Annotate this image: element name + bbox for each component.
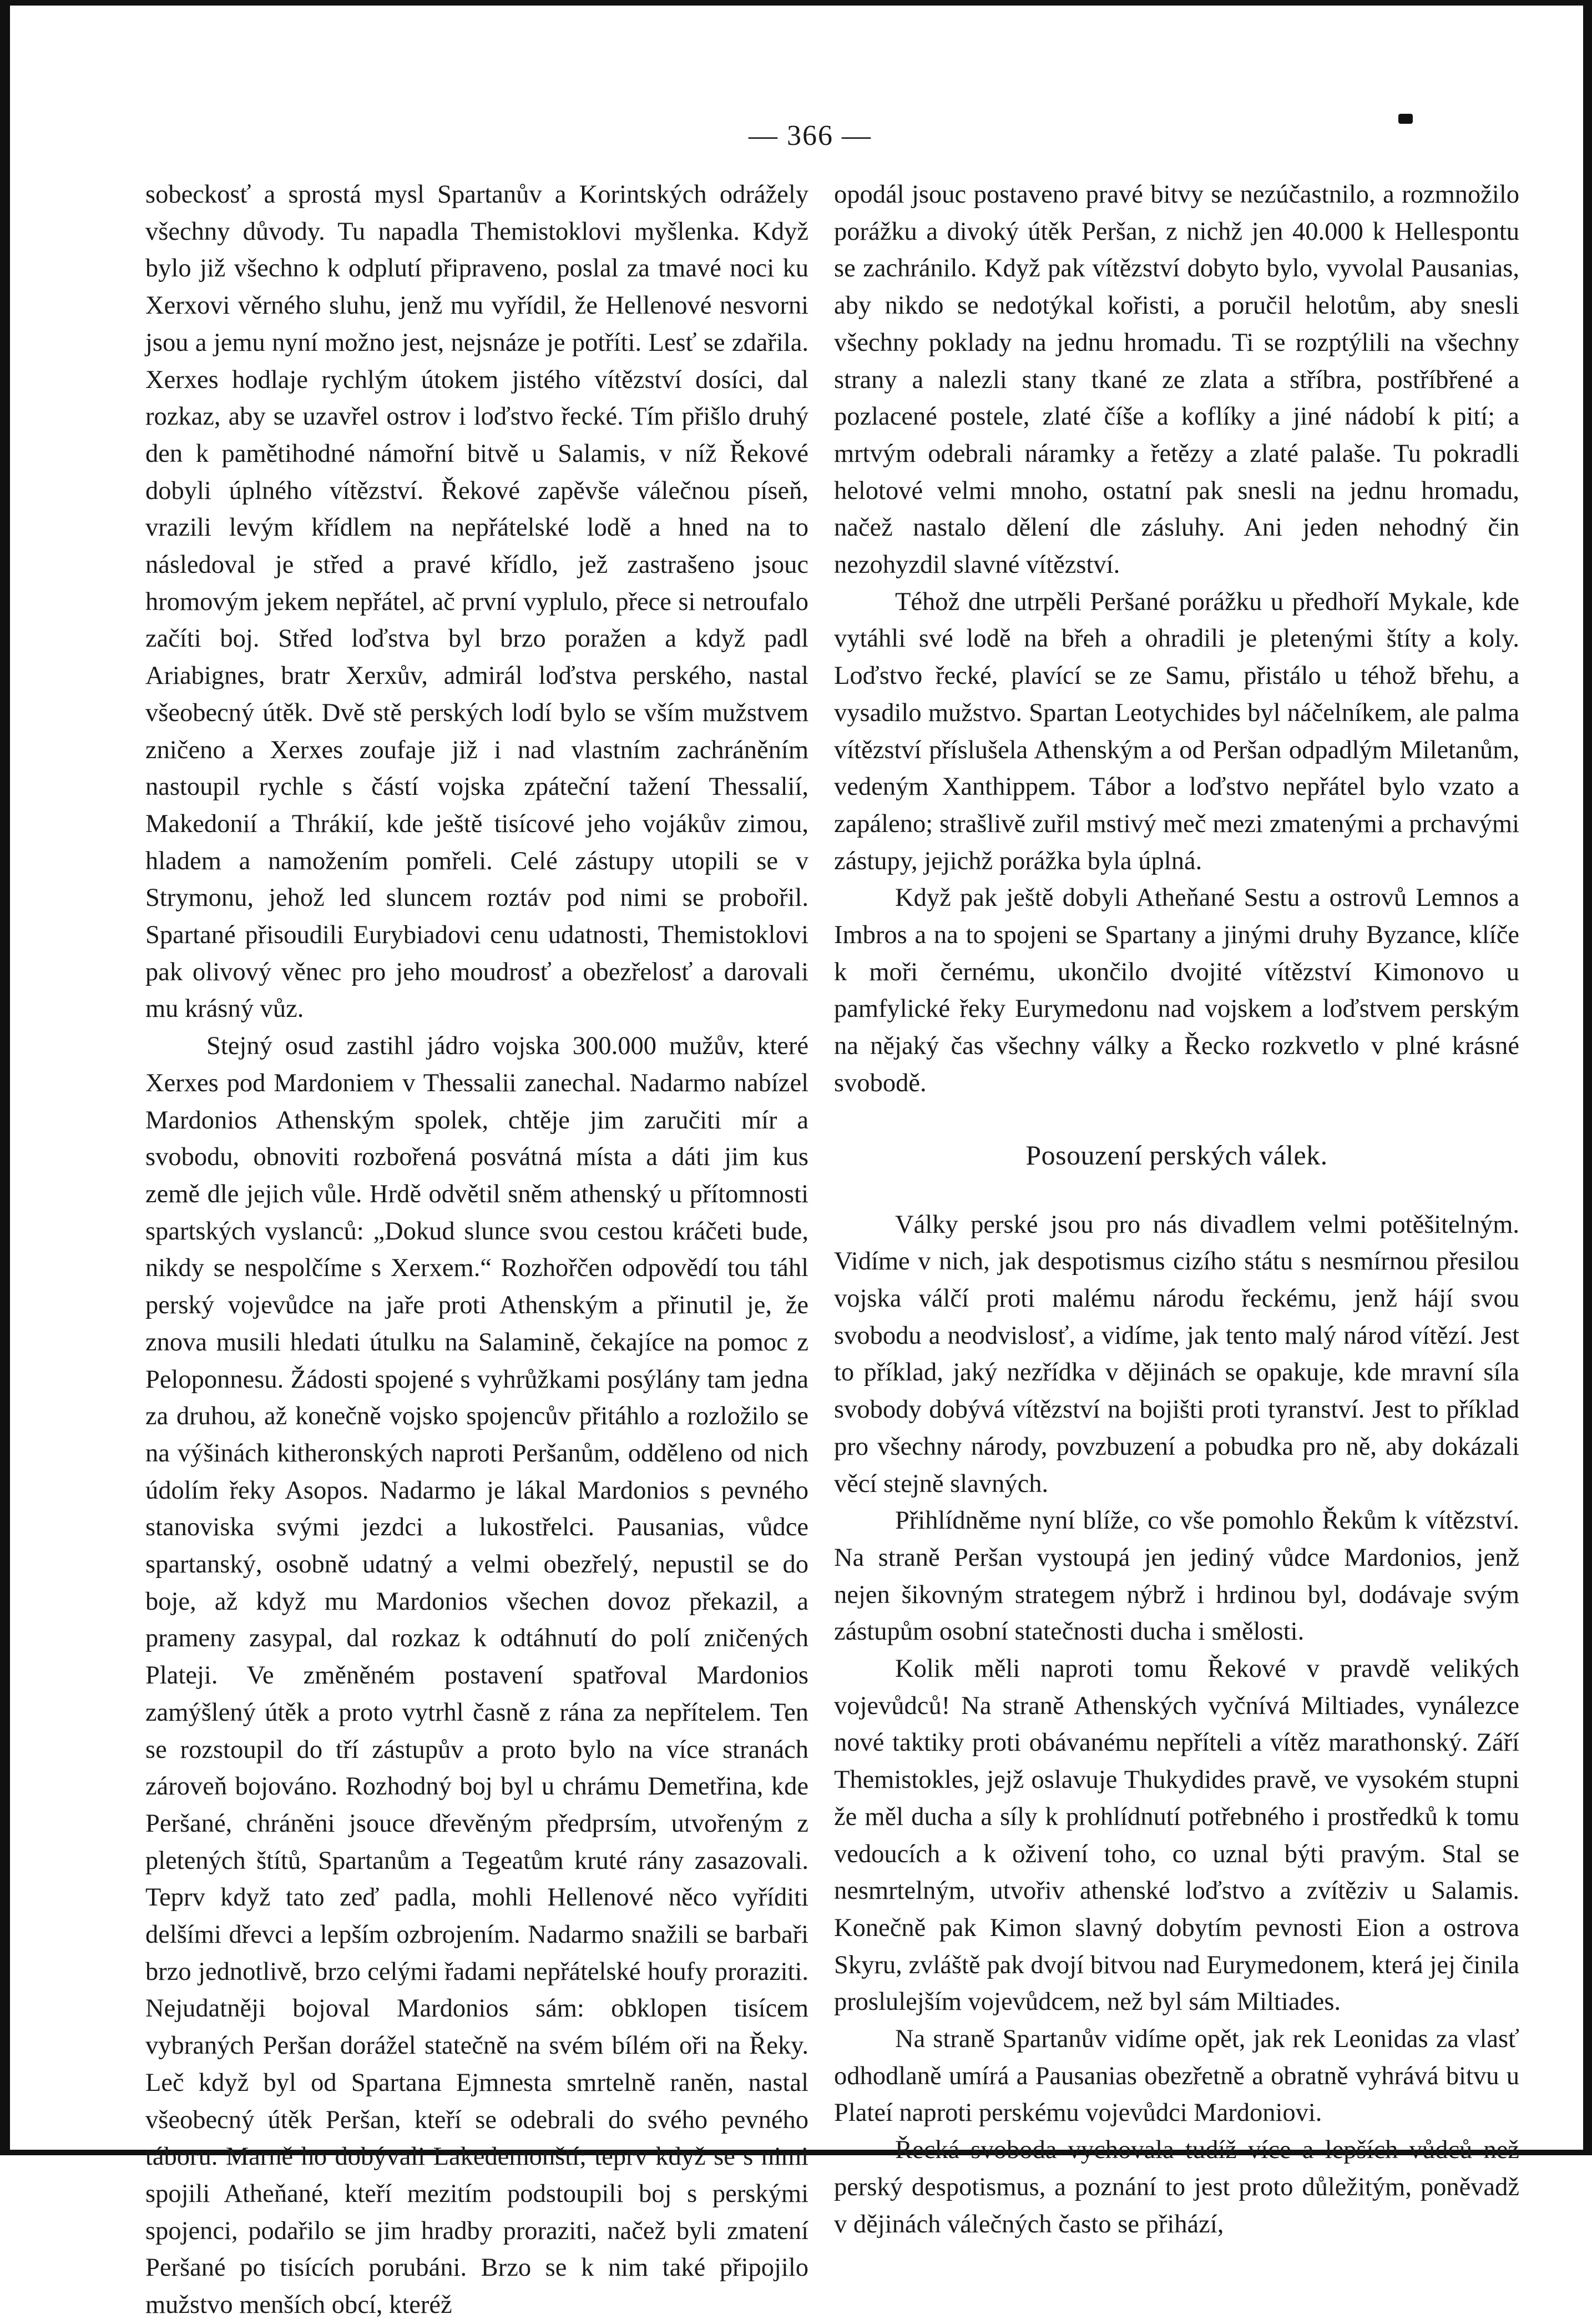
page-number: — 366 — <box>749 120 872 152</box>
scan-border-right <box>1583 0 1592 2155</box>
scan-corner-mark <box>1398 114 1413 124</box>
right-paragraph-8: Řecká svoboda vychovala tudíž více a lepších vůdců než perský despotismus, a poznání to jest proto důležitým, poněvadž v dějinách válečných často se přihází, <box>834 2136 1519 2239</box>
right-column <box>834 177 1519 2243</box>
right-paragraph-7: Na straně Spartanův vidíme opět, jak rek Leonidas za vlasť odhodlaně umírá a Pausanias obezřetně a obratně vyhrává bitvu u Plateí naproti perskému vojevůdci Mardoniovi. <box>834 2025 1519 2128</box>
left-paragraph-2: Stejný osud zastihl jádro vojska 300.000 mužův, které Xerxes pod Mardoniem v Thessalii zanechal. Nadarmo nabízel Mardonios Athenským spolek, chtěje jim zaručiti mír a svobodu, obnoviti rozbořená posvátná místa a dáti jim kus země dle jejich vůle. Hrdě odvětil sněm athenský u přítomnosti spartských vyslanců: „Dokud slunce svou cestou kráčeti bude, nikdy se nespolčíme s Xerxem.“ Rozhořčen odpovědí tou táhl perský vojevůdce na jaře proti Athenským a přinutil je, že znova musili hledati útulku na Salamině, čekajíce na pomoc z Peloponnesu. Žádosti spojené s vyhrůžkami posýlány tam jedna za druhou, až konečně vojsko spojencův přitáhlo a rozložilo se na výšinách kitheronských naproti Peršanům, odděleno od nich údolím řeky Asopos. Nadarmo je lákal Mardonios s pevného stanoviska svými jezdci a lukostřelci. Pausanias, vůdce spartanský, osobně udatný a velmi obezřelý, nepustil se do boje, až když mu Mardonios všechen dovoz překazil, a prameny zasypal, dal rozkaz k odtáhnutí do polí zničených Plateji. Ve změněném postavení spatřoval Mardonios zamýšlený útěk a proto vytrhl časně z rána za nepřítelem. Ten se rozstoupil do tří zástupův a proto bylo na více stranách zároveň bojováno. Rozhodný boj byl u chrámu Demetřina, kde Peršané, chráněni jsouce dřevěným předprsím, utvořeným z pletených štítů, Spartanům a Tegeatům kruté rány zasazovali. Teprv když tato zeď padla, mohli Hellenové něco vyříditi delšími dřevci a lepším ozbrojením. Nadarmo snažili se barbaři brzo jednotlivě, brzo celými řadami nepřátelské houfy proraziti. Nejudatněji bojoval Mardonios sám: obklopen tisícem vybraných Peršan dorážel statečně na svém bílém oři na Řeky. Leč když byl od Spartana Ejmnesta smrtelně raněn, nastal všeobecný útěk Peršan, kteří se odebrali do svého pevného táboru. Marně ho dobývali Lakedemonští; teprv když se s nimi spojili Atheňané, kteří mezitím podstoupili boj s perskými spojenci, podařilo se jim hradby proraziti, načež byli zmatení Peršané po tisících porubáni. Brzo se k nim také připojilo mužstvo menších obcí, kteréž <box>145 1032 808 2320</box>
scan-border-left <box>0 0 10 2155</box>
right-paragraph-3: Když pak ještě dobyli Atheňané Sestu a ostrovů Lemnos a Imbros a na to spojeni se Spartany a jinými druhy Byzance, klíče k moři černému, ukončilo dvojité vítězství Kimonovo u pamfylické řeky Eurymedonu nad vojskem a loďstvem perským na nějaký čas všechny války a Řecko rozkvetlo v plné krásné svobodě. <box>834 884 1519 1097</box>
right-paragraph-5: Přihlídněme nyní blíže, co vše pomohlo Řekům k vítězství. Na straně Peršan vystoupá jen jediný vůdce Mardonios, jenž nejen šikovným strategem nýbrž i hrdinou byl, dodávaje svým zástupům osobní statečnosti ducha i smělosti. <box>834 1506 1519 1646</box>
right-paragraph-6: Kolik měli naproti tomu Řekové v pravdě velikých vojevůdců! Na straně Athenských vyčnívá Miltiades, vynálezce nové taktiky proti obávanému nepříteli a vítěz marathonský. Září Themistokles, jejž oslavuje Thukydides pravě, ve vysokém stupni že měl ducha a síly k prohlídnutí potřebného i prostředků k tomu vedoucích a k oživení toho, co uznal býti pravým. Stal se nesmrtelným, utvořiv athenské loďstvo a zvítěziv u Salamis. Konečně pak Kimon slavný dobytím pevnosti Eion a ostrova Skyru, zvláště pak dvojí bitvou nad Eurymedonem, která jej činila proslulejším vojevůdcem, než byl sám Miltiades. <box>834 1655 1519 2017</box>
left-paragraph-1: sobeckosť a sprostá mysl Spartanův a Korintských odrážely všechny důvody. Tu napadla Themistoklovi myšlenka. Když bylo již všechno k odplutí připraveno, poslal za tmavé noci ku Xerxovi věrného sluhu, jenž mu vyřídil, že Hellenové nesvorni jsou a jemu nyní možno jest, nejsnáze je potříti. Lesť se zdařila. Xerxes hodlaje rychlým útokem jistého vítězství dosíci, dal rozkaz, aby se uzavřel ostrov i loďstvo řecké. Tím přišlo druhý den k pamětihodné námořní bitvě u Salamis, v níž Řekové dobyli úplného vítězství. Řekové zapěvše válečnou píseň, vrazili levým křídlem na nepřátelské lodě a hned na to následoval je střed a pravé křídlo, jež zastrašeno jsouc hromovým jekem nepřátel, ač první vyplulo, přece si netroufalo začíti boj. Střed loďstva byl brzo poražen a když padl Ariabignes, bratr Xerxův, admirál loďstva perského, nastal všeobecný útěk. Dvě stě perských lodí bylo se vším mužstvem zničeno a Xerxes zoufaje již i nad vlastním zachráněním nastoupil rychle s částí vojska zpáteční tažení Thessalií, Makedonií a Thrákií, kde ještě tisícové jeho vojákův zimou, hladem a namožením pomřeli. Celé zástupy utopili se v Strymonu, jehož led sluncem roztáv pod nimi se probořil. Spartané přisoudili Eurybiadovi cenu udatnosti, Themistoklovi pak olivový věnec pro jeho moudrosť a obezřelosť a darovali mu krásný vůz. <box>145 180 808 1024</box>
right-paragraph-2: Téhož dne utrpěli Peršané porážku u předhoří Mykale, kde vytáhli své lodě na břeh a ohradili je pletenými štíty a koly. Loďstvo řecké, plavící se ze Samu, přistálo u téhož břehu, a vysadilo mužstvo. Spartan Leotychides byl náčelníkem, ale palma vítězství příslušela Athenským a od Peršan odpadlým Miletanům, vedeným Xanthippem. Tábor a loďstvo nepřátel bylo vzato a zapáleno; strašlivě zuřil mstivý meč mezi zmatenými a prchavými zástupy, jejichž porážka byla úplná. <box>834 587 1519 875</box>
right-paragraph-4: Války perské jsou pro nás divadlem velmi potěšitelným. Vidíme v nich, jak despotismus cizího státu s nesmírnou přesilou vojska válčí proti malému národu řeckému, jenž hájí svou svobodu a neodvislosť, a vidíme, jak tento malý národ vítězí. Jest to příklad, jaký nezřídka v dějinách se opakuje, kde mravní síla svobody dobývá vítězství na bojišti proti tyranství. Jest to příklad pro všechny národy, povzbuzení a pobudka pro ně, aby dokázali věcí stejně slavných. <box>834 1210 1519 1498</box>
scan-border-top <box>0 0 1592 6</box>
section-heading: Posouzení perských válek. <box>1025 1139 1328 1171</box>
right-paragraph-1: opodál jsouc postaveno pravé bitvy se nezúčastnilo, a rozmnožilo porážku a divoký útěk Peršan, z nichž jen 40.000 k Hellespontu se zachránilo. Když pak vítězství dobyto bylo, vyvolal Pausanias, aby nikdo se nedotýkal kořisti, a poručil helotům, aby snesli všechny poklady na jednu hromadu. Ti se rozptýlili na všechny strany a nalezli stany tkané ze zlata a stříbra, postříbřené a pozlacené postele, zlaté číše a koflíky a jiné nádobí k pití; a mrtvým odebrali náramky a řetězy a zlaté palaše. Tu pokradli helotové velmi mnoho, ostatní pak snesli na jednu hromadu, načež nastalo dělení dle zásluhy. Ani jeden nehodný čin nezohyzdil slavné vítězství. <box>834 180 1519 579</box>
left-column <box>145 177 808 2324</box>
